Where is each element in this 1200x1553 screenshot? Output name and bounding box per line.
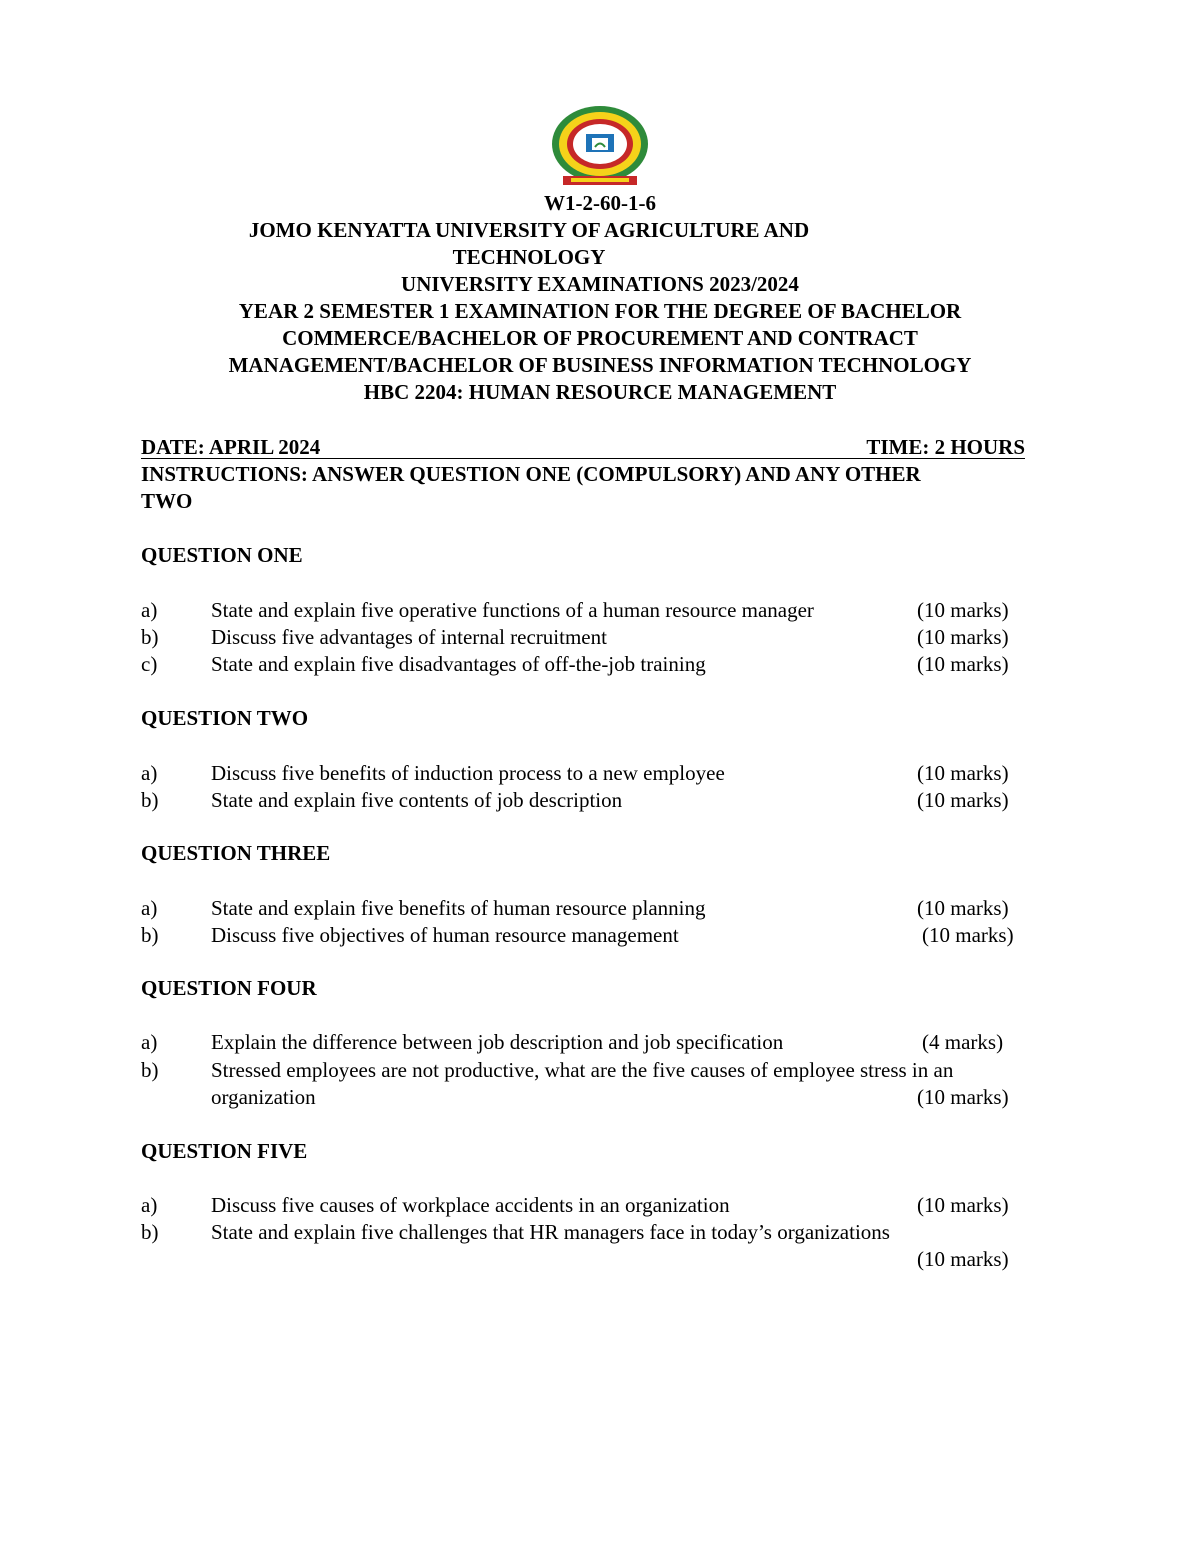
item-text: State and explain five disadvantages of off-the-job training <box>211 652 706 676</box>
exam-code: W1-2-60-1-6 <box>544 191 656 215</box>
item-label: b) <box>141 788 159 812</box>
item-marks: (10 marks) <box>922 923 1014 947</box>
item-text: State and explain five benefits of human resource planning <box>211 896 706 920</box>
item-text: Discuss five objectives of human resource management <box>211 923 679 947</box>
item-marks: (10 marks) <box>917 625 1009 649</box>
university-logo <box>549 104 651 188</box>
degree-line2: COMMERCE/BACHELOR OF PROCUREMENT AND CONTRACT <box>282 326 918 350</box>
item-marks: (10 marks) <box>917 761 1009 785</box>
item-label: b) <box>141 1058 159 1082</box>
question-five-title: QUESTION FIVE <box>141 1139 308 1163</box>
item-label: a) <box>141 598 158 622</box>
question-one-title: QUESTION ONE <box>141 543 303 567</box>
item-marks: (10 marks) <box>917 788 1009 812</box>
date-time-row <box>141 434 1025 459</box>
instructions-line1: INSTRUCTIONS: ANSWER QUESTION ONE (COMPULSORY) AND ANY OTHER <box>141 462 921 486</box>
item-label: a) <box>141 896 158 920</box>
item-text: Discuss five causes of workplace accidents in an organization <box>211 1193 730 1217</box>
item-text: State and explain five operative functions of a human resource manager <box>211 598 814 622</box>
item-marks: (10 marks) <box>917 896 1009 920</box>
university-name-line2: TECHNOLOGY <box>452 245 606 269</box>
item-text: State and explain five contents of job description <box>211 788 623 812</box>
item-text: State and explain five challenges that HR managers face in today’s organizations <box>211 1220 890 1244</box>
item-label: a) <box>141 1030 158 1054</box>
university-name-line1: JOMO KENYATTA UNIVERSITY OF AGRICULTURE AND <box>248 218 810 242</box>
exam-date: DATE: APRIL 2024 <box>141 435 321 459</box>
item-marks: (10 marks) <box>917 1247 1009 1271</box>
item-label: a) <box>141 1193 158 1217</box>
item-marks: (4 marks) <box>922 1030 1004 1054</box>
degree-line3: MANAGEMENT/BACHELOR OF BUSINESS INFORMATION TECHNOLOGY <box>228 353 972 377</box>
item-label: c) <box>141 652 158 676</box>
question-three-title: QUESTION THREE <box>141 841 331 865</box>
exam-session: UNIVERSITY EXAMINATIONS 2023/2024 <box>401 272 799 296</box>
instructions-line2: TWO <box>141 489 193 513</box>
item-marks: (10 marks) <box>917 1193 1009 1217</box>
question-two-title: QUESTION TWO <box>141 706 309 730</box>
item-marks: (10 marks) <box>917 1085 1009 1109</box>
course-title: HBC 2204: HUMAN RESOURCE MANAGEMENT <box>363 380 837 404</box>
item-label: b) <box>141 625 159 649</box>
item-label: b) <box>141 1220 159 1244</box>
item-text: Stressed employees are not productive, what are the five causes of employee stress in an <box>211 1058 954 1082</box>
item-text: Discuss five benefits of induction process to a new employee <box>211 761 725 785</box>
item-marks: (10 marks) <box>917 652 1009 676</box>
item-text-continued: organization <box>211 1085 316 1109</box>
question-four-title: QUESTION FOUR <box>141 976 317 1000</box>
item-text: Explain the difference between job description and job specification <box>211 1030 784 1054</box>
item-label: b) <box>141 923 159 947</box>
item-text: Discuss five advantages of internal recruitment <box>211 625 607 649</box>
item-label: a) <box>141 761 158 785</box>
item-marks: (10 marks) <box>917 598 1009 622</box>
exam-time: TIME: 2 HOURS <box>866 435 1025 459</box>
degree-line1: YEAR 2 SEMESTER 1 EXAMINATION FOR THE DEGREE OF BACHELOR <box>238 299 962 323</box>
